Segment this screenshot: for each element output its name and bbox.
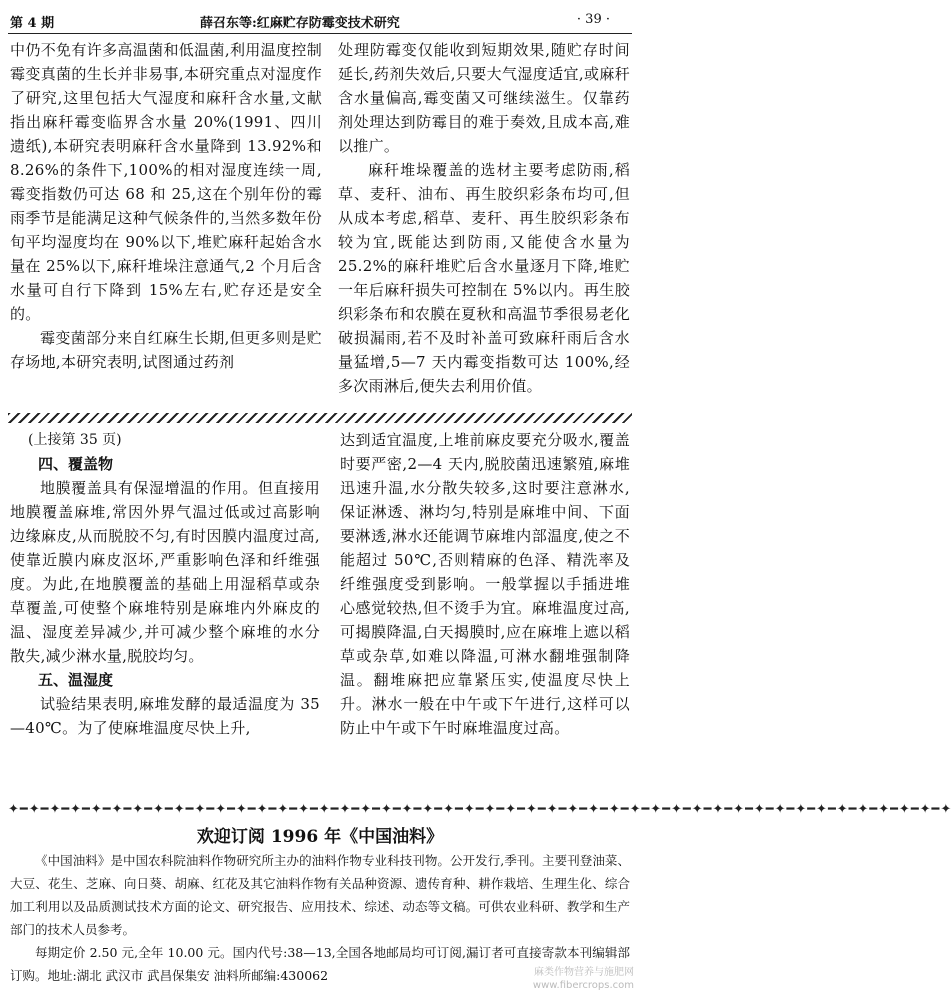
article-mid-left-column [10, 428, 320, 740]
continued-from-note: (上接第 35 页) [28, 432, 122, 448]
paragraph: 霉变菌部分来自红麻生长期,但更多则是贮存场地,本研究表明,试图通过药剂 [10, 329, 322, 371]
advert-subscription: 每期定价 2.50 元,全年 10.00 元。国内代号:38—13,全国各地邮局均可订阅,漏订者可直接寄款本刊编辑部订购。地址:湖北 武汉市 武昌保集安 油料所邮编:430062 [10, 945, 630, 983]
page-header [0, 0, 640, 36]
watermark-line: www.fibercrops.com [532, 980, 634, 991]
section-separator [8, 413, 632, 423]
advert-paragraph: 《中国油料》是中国农科院油料作物研究所主办的油料作物专业科技刊物。公开发行,季刊。主要刊登油菜、大豆、花生、芝麻、向日葵、胡麻、红花及其它油料作物有关品种资源、遗传育种、耕作栽培、生理生化、综合加工利用以及品质测试技术方面的论文、研究报告、应用技术、综述、动态等文稿。可供农业科研、教学和生产部门的技术人员参考。 [10, 853, 630, 937]
article-top-left-column [10, 38, 322, 374]
paragraph: 达到适宜温度,上堆前麻皮要充分吸水,覆盖时要严密,2—4 天内,脱胶菌迅速繁殖,麻堆迅速升温,水分散失较多,这时要注意淋水,保证淋透、淋均匀,特别是麻堆中间、下面要淋透,淋水还能调节麻堆内部温度,使之不能超过 50℃,否则精麻的色泽、精洗率及纤维强度受到影响。一般掌握以手插进堆心感觉较热,但不烫手为宜。麻堆温度过高,可揭膜降温,白天揭膜时,应在麻堆上遮以稻草或杂草,如难以降温,可淋水翻堆强制降温。翻堆麻把应靠紧压实,使温度尽快上升。淋水一般在中午或下午进行,这样可以防止中午或下午时麻堆温度过高。 [340, 431, 630, 737]
advert-title: 欢迎订阅 1996 年《中国油料》 [196, 827, 444, 847]
paragraph: 麻秆堆垛覆盖的选材主要考虑防雨,稻草、麦秆、油布、再生胶织彩条布均可,但从成本考虑,稻草、麦秆、再生胶织彩条布较为宜,既能达到防雨,又能使含水量为 25.2%的麻秆堆贮后含水量逐月下降,堆贮一年后麻秆损失可控制在 5%以内。再生胶织彩条布和农膜在夏秋和高温节季很易老化破损漏雨,若不及时补盖可致麻秆雨后含水量猛增,5—7 天内霉变指数可达 100%,经多次雨淋后,便失去利用价值。 [338, 161, 630, 395]
page-number: · 39 · [576, 12, 610, 27]
decorative-divider: ✦━✦━✦━✦━✦━✦━✦━✦━✦━✦━✦━✦━✦━✦━✦━✦━✦━✦━✦━✦━✦━✦━✦━✦━✦━✦━✦━✦━✦━✦━✦━✦━✦━✦━✦━✦━✦━✦━✦━✦━✦━✦━✦━✦━✦━✦ [8, 802, 952, 817]
paragraph: 处理防霉变仅能收到短期效果,随贮存时间延长,药剂失效后,只要大气湿度适宜,或麻秆含水量偏高,霉变菌又可继续滋生。仅靠药剂处理达到防霉目的难于奏效,且成本高,难以推广。 [338, 41, 630, 155]
section-heading: 四、覆盖物 [38, 455, 114, 473]
watermark-line: 麻类作物营养与施肥网 [534, 967, 634, 978]
paragraph: 中仍不免有许多高温菌和低温菌,利用温度控制霉变真菌的生长并非易事,本研究重点对湿度作了研究,这里包括大气湿度和麻秆含水量,文献指出麻秆霉变临界含水量 20%(1991、四川遗纸),本研究表明麻秆含水量降到 13.92%和 8.26%的条件下,100%的相对湿度连续一周,霉变指数仍可达 68 和 25,这在个别年份的霉雨季节是能满足这种气候条件的,当然多数年份旬平均湿度均在 90%以下,堆贮麻秆起始含水量在 25%以下,麻秆堆垛注意通气,2 个月后含水量可自行下降到 15%左右,贮存还是安全的。 [10, 41, 322, 323]
paragraph: 试验结果表明,麻堆发酵的最适温度为 35—40℃。为了使麻堆温度尽快上升, [10, 695, 320, 737]
article-top-right-column [338, 38, 630, 398]
section-heading: 五、温湿度 [38, 671, 114, 689]
header-rule [8, 33, 632, 34]
paragraph: 地膜覆盖具有保湿增温的作用。但直接用地膜覆盖麻堆,常因外界气温过低或过高影响边缘麻皮,从而脱胶不匀,有时因膜内温度过高,使靠近膜内麻皮沤坏,严重影响色泽和纤维强度。为此,在地膜覆盖的基础上用湿稻草或杂草覆盖,可使整个麻堆特别是麻堆内外麻皮的温、湿度差异减少,并可减少整个麻堆的水分散失,减少淋水量,脱胶均匀。 [10, 479, 320, 665]
site-watermark [533, 966, 634, 992]
issue-label: 第 4 期 [10, 16, 55, 31]
running-title: 薛召东等:红麻贮存防霉变技术研究 [200, 16, 400, 31]
article-mid-right-column [340, 428, 630, 740]
